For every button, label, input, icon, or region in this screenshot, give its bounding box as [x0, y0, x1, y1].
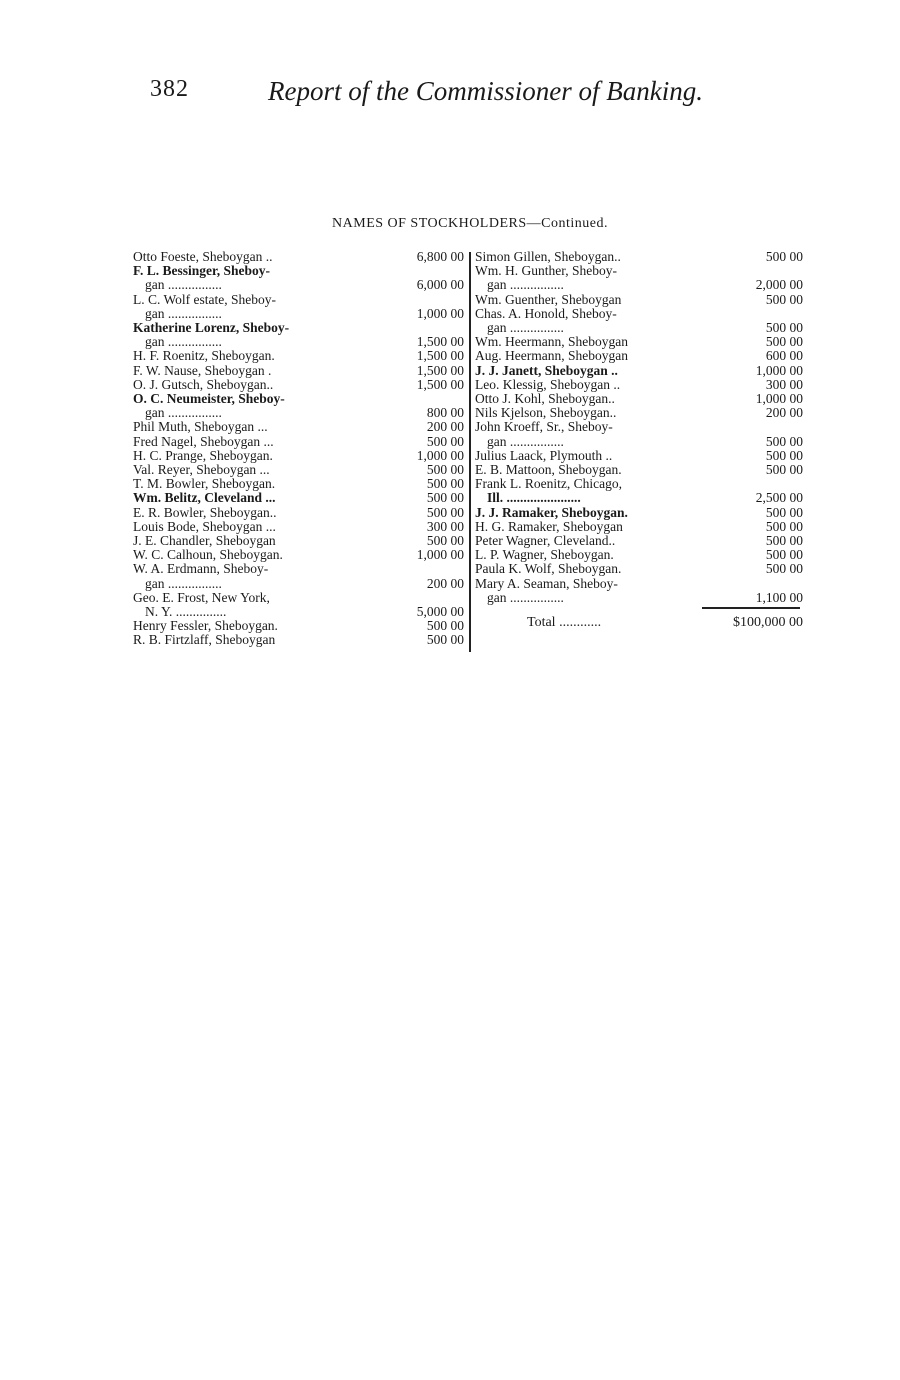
stockholder-row [133, 378, 466, 392]
stockholder-name: Phil Muth, Sheboygan ... [133, 420, 268, 435]
stockholder-amount: 1,500 00 [416, 376, 464, 392]
stockholder-amount: 1,000 00 [416, 547, 464, 563]
stockholder-row [475, 392, 805, 406]
stockholder-amount: 200 00 [426, 419, 464, 435]
stockholder-name-continuation: gan ................ [487, 278, 564, 293]
stockholder-row [133, 506, 466, 520]
stockholder-name: Wm. Belitz, Cleveland ... [133, 491, 276, 506]
stockholder-row [133, 307, 466, 321]
stockholder-row [475, 335, 805, 349]
stockholder-name-line [475, 307, 805, 321]
stockholder-name: Chas. A. Honold, Sheboy- [475, 306, 617, 321]
stockholder-row [475, 278, 805, 292]
stockholder-name: H. C. Prange, Sheboygan. [133, 448, 273, 463]
stockholder-name: Geo. E. Frost, New York, [133, 590, 270, 605]
stockholder-amount: 500 00 [765, 533, 803, 549]
stockholder-name: Val. Reyer, Sheboygan ... [133, 463, 270, 478]
stockholder-amount: 500 00 [765, 447, 803, 463]
stockholder-name: Wm. Heermann, Sheboygan [475, 335, 628, 350]
stockholder-row [475, 449, 805, 463]
stockholder-name-line [133, 562, 466, 576]
stockholder-name-continuation: gan ................ [145, 335, 222, 350]
stockholder-row [475, 378, 805, 392]
stockholder-row [475, 591, 805, 605]
stockholder-name-continuation: gan ................ [145, 406, 222, 421]
stockholder-row [133, 619, 466, 633]
stockholder-name: W. C. Calhoun, Sheboygan. [133, 548, 283, 563]
stockholder-name-line [475, 577, 805, 591]
stockholder-name: Peter Wagner, Cleveland.. [475, 534, 616, 549]
stockholder-amount: 500 00 [426, 476, 464, 492]
stockholder-amount: 500 00 [765, 249, 803, 264]
stockholder-amount: 500 00 [426, 490, 464, 506]
stockholder-name: Wm. Guenther, Sheboygan [475, 292, 622, 307]
stockholder-amount: 6,000 00 [416, 277, 464, 293]
stockholder-name: H. G. Ramaker, Sheboygan [475, 519, 623, 534]
stockholder-row [133, 435, 466, 449]
stockholder-row [133, 463, 466, 477]
stockholder-name-continuation: gan ................ [145, 306, 222, 321]
stockholder-row [475, 562, 805, 576]
stockholder-amount: 500 00 [765, 433, 803, 449]
stockholder-row [475, 293, 805, 307]
stockholder-row [133, 520, 466, 534]
stockholder-amount: 500 00 [426, 632, 464, 648]
stockholder-row [133, 534, 466, 548]
stockholder-amount: 1,500 00 [416, 334, 464, 350]
running-title: Report of the Commissioner of Banking. [268, 76, 703, 106]
column-divider [469, 252, 471, 652]
stockholder-row [475, 520, 805, 534]
stockholder-row [133, 477, 466, 491]
stockholder-name: Nils Kjelson, Sheboygan.. [475, 406, 617, 421]
stockholder-name: Fred Nagel, Sheboygan ... [133, 434, 274, 449]
stockholder-name: Julius Laack, Plymouth .. [475, 448, 613, 463]
stockholder-name: O. C. Neumeister, Sheboy- [133, 392, 285, 407]
stockholder-name-continuation: gan ................ [487, 590, 564, 605]
stockholder-row [475, 463, 805, 477]
stockholder-row [133, 633, 466, 647]
stockholder-amount: 600 00 [765, 348, 803, 364]
stockholder-name: John Kroeff, Sr., Sheboy- [475, 420, 613, 435]
stockholder-row [133, 364, 466, 378]
stockholder-name: Aug. Heermann, Sheboygan [475, 349, 628, 364]
stockholder-name: Wm. H. Gunther, Sheboy- [475, 264, 617, 279]
stockholder-name-continuation: N. Y. ............... [145, 605, 227, 620]
stockholder-name: O. J. Gutsch, Sheboygan.. [133, 377, 274, 392]
stockholder-amount: 500 00 [765, 561, 803, 577]
stockholder-row [133, 577, 466, 591]
stockholder-name: T. M. Bowler, Sheboygan. [133, 477, 276, 492]
stockholder-row [133, 278, 466, 292]
stockholder-row [475, 321, 805, 335]
stockholder-name: Otto J. Kohl, Sheboygan.. [475, 392, 615, 407]
stockholder-name: Otto Foeste, Sheboygan .. [133, 250, 273, 264]
stockholder-row [133, 605, 466, 619]
stockholder-amount: 1,500 00 [416, 348, 464, 364]
stockholder-amount: 2,000 00 [755, 277, 803, 293]
page-header [150, 76, 703, 112]
stockholder-name: J. J. Ramaker, Sheboygan. [475, 505, 628, 520]
stockholder-amount: 500 00 [765, 518, 803, 534]
stockholder-name: Mary A. Seaman, Sheboy- [475, 576, 618, 591]
stockholder-row [133, 250, 466, 264]
stockholder-amount: 500 00 [765, 547, 803, 563]
stockholder-name-continuation: gan ................ [487, 434, 564, 449]
stockholder-name-line [133, 591, 466, 605]
stockholder-row [475, 548, 805, 562]
stockholder-amount: 800 00 [426, 405, 464, 421]
stockholder-amount: 200 00 [765, 405, 803, 421]
stockholder-row [133, 406, 466, 420]
stockholder-row [133, 420, 466, 434]
total-label: Total ............ [527, 615, 602, 630]
stockholder-amount: 1,100 00 [755, 589, 803, 605]
stockholder-row [133, 548, 466, 562]
stockholder-amount: 500 00 [426, 462, 464, 478]
stockholder-amount: 500 00 [426, 618, 464, 634]
total-amount: $100,000 00 [733, 615, 803, 630]
stockholder-amount: 1,000 00 [416, 447, 464, 463]
stockholder-name: L. C. Wolf estate, Sheboy- [133, 292, 277, 307]
stockholder-amount: 500 00 [426, 504, 464, 520]
stockholder-amount: 1,000 00 [755, 391, 803, 407]
stockholder-amount: 6,800 00 [416, 249, 464, 264]
stockholder-amount: 2,500 00 [755, 490, 803, 506]
stockholder-amount: 500 00 [426, 533, 464, 549]
stockholder-row [475, 349, 805, 363]
stockholder-amount: 1,500 00 [416, 362, 464, 378]
stockholder-row [133, 335, 466, 349]
stockholder-amount: 300 00 [765, 376, 803, 392]
stockholder-row [475, 406, 805, 420]
stockholder-amount: 500 00 [765, 462, 803, 478]
stockholder-name: E. R. Bowler, Sheboygan.. [133, 505, 277, 520]
stockholder-amount: 500 00 [765, 504, 803, 520]
stockholder-amount: 500 00 [765, 320, 803, 336]
section-title: NAMES OF STOCKHOLDERS—Continued. [332, 216, 608, 231]
stockholder-name-line [475, 477, 805, 491]
stockholder-name: F. W. Nause, Sheboygan . [133, 363, 272, 378]
stockholder-row [475, 435, 805, 449]
stockholders-left-column [133, 250, 466, 648]
stockholder-name-line [133, 392, 466, 406]
stockholder-name-line [475, 264, 805, 278]
stockholder-amount: 1,000 00 [755, 362, 803, 378]
total-rule [702, 607, 800, 609]
stockholder-name: F. L. Bessinger, Sheboy- [133, 264, 271, 279]
stockholder-row [475, 534, 805, 548]
stockholder-name: J. J. Janett, Sheboygan .. [475, 363, 618, 378]
stockholder-row [475, 250, 805, 264]
stockholder-row [475, 491, 805, 505]
stockholder-name-line [133, 293, 466, 307]
stockholder-name-continuation: gan ................ [145, 576, 222, 591]
stockholder-amount: 500 00 [765, 334, 803, 350]
stockholder-name: R. B. Firtzlaff, Sheboygan [133, 633, 276, 648]
stockholder-amount: 500 00 [426, 433, 464, 449]
stockholder-name: J. E. Chandler, Sheboygan [133, 534, 276, 549]
stockholder-name: Louis Bode, Sheboygan ... [133, 519, 276, 534]
stockholder-row [133, 349, 466, 363]
stockholder-name: E. B. Mattoon, Sheboygan. [475, 463, 622, 478]
stockholder-name: H. F. Roenitz, Sheboygan. [133, 349, 275, 364]
stockholders-right-column [475, 250, 805, 605]
stockholder-amount: 300 00 [426, 518, 464, 534]
stockholder-name-line [133, 321, 466, 335]
stockholder-name: Frank L. Roenitz, Chicago, [475, 477, 622, 492]
stockholder-name-continuation: Ill. ...................... [487, 491, 581, 506]
stockholder-row [475, 364, 805, 378]
stockholder-name-line [133, 264, 466, 278]
stockholder-name: W. A. Erdmann, Sheboy- [133, 562, 269, 577]
stockholder-name: Henry Fessler, Sheboygan. [133, 619, 278, 634]
stockholder-amount: 5,000 00 [416, 604, 464, 620]
stockholder-name-continuation: gan ................ [145, 278, 222, 293]
stockholder-amount: 1,000 00 [416, 305, 464, 321]
stockholder-name: L. P. Wagner, Sheboygan. [475, 548, 614, 563]
stockholder-name: Simon Gillen, Sheboygan.. [475, 250, 621, 264]
stockholder-name-line [475, 420, 805, 434]
stockholder-amount: 500 00 [765, 291, 803, 307]
stockholder-row [133, 491, 466, 505]
page-number: 382 [150, 76, 189, 102]
stockholder-amount: 200 00 [426, 575, 464, 591]
stockholder-name-continuation: gan ................ [487, 321, 564, 336]
stockholder-name: Leo. Klessig, Sheboygan .. [475, 377, 621, 392]
stockholder-name: Katherine Lorenz, Sheboy- [133, 321, 290, 336]
total-row [475, 615, 805, 631]
stockholder-row [133, 449, 466, 463]
stockholder-row [475, 506, 805, 520]
stockholder-name: Paula K. Wolf, Sheboygan. [475, 562, 622, 577]
